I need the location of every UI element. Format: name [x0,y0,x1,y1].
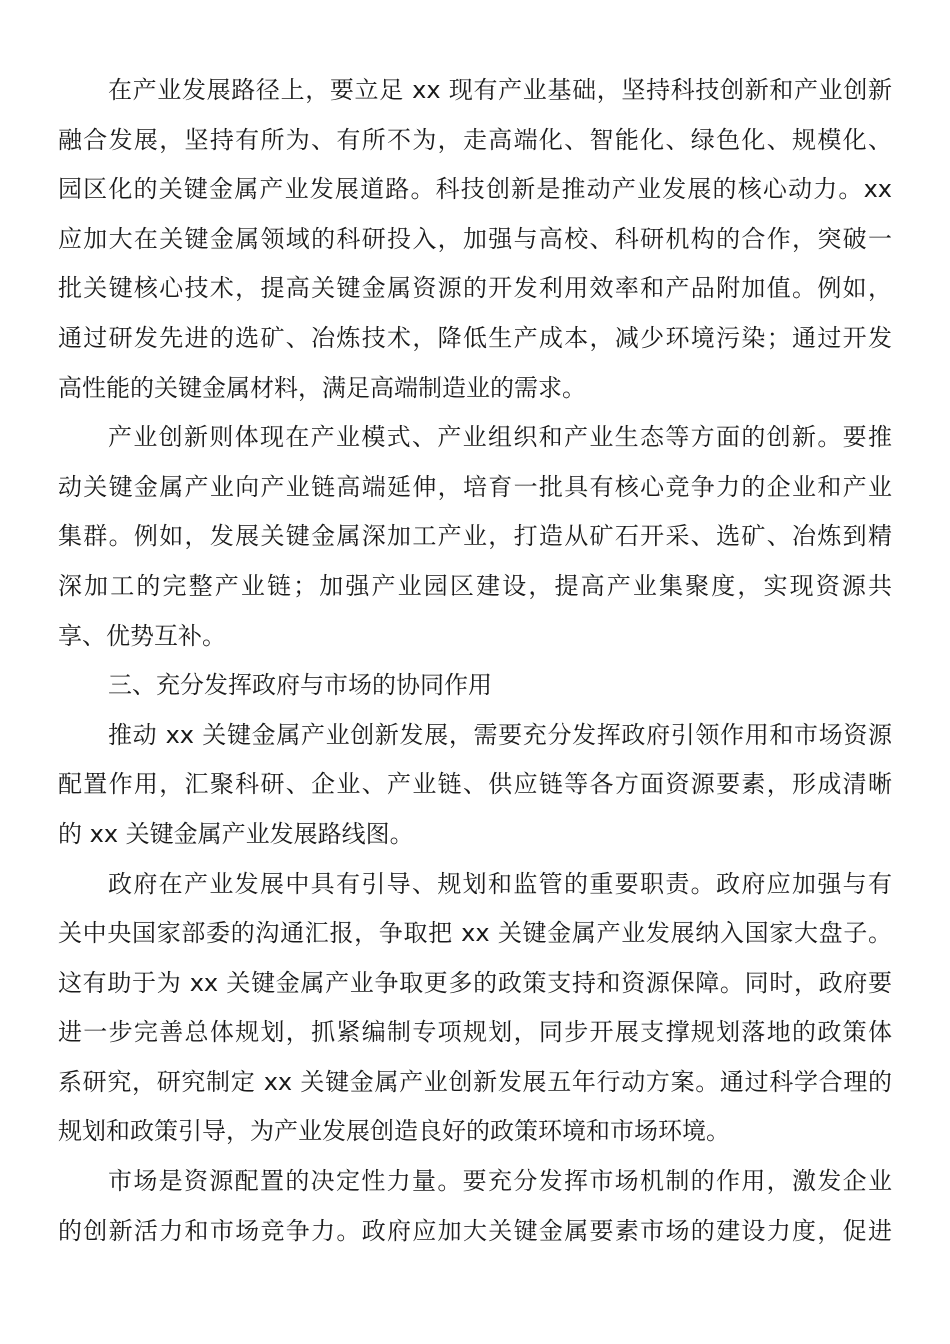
document-page [58,66,892,1256]
text-line: 政府在产业发展中具有引导、规划和监管的重要职责。政府应加强与有 [108,869,892,898]
text-line: 批关键核心技术，提高关键金属资源的开发利用效率和产品附加值。例如， [58,274,892,303]
text-line: 融合发展，坚持有所为、有所不为，走高端化、智能化、绿色化、规模化、 [58,125,892,154]
text-line: 产业创新则体现在产业模式、产业组织和产业生态等方面的创新。要推 [108,423,892,452]
text-line: 关中央国家部委的沟通汇报，争取把 xx 关键金属产业发展纳入国家大盘子。 [58,919,892,948]
text-line: 的创新活力和市场竞争力。政府应加大关键金属要素市场的建设力度，促进 [58,1216,892,1245]
text-line: 这有助于为 xx 关键金属产业争取更多的政策支持和资源保障。同时，政府要 [58,968,892,997]
text-line: 园区化的关键金属产业发展道路。科技创新是推动产业发展的核心动力。xx [58,175,892,204]
text-line: 配置作用，汇聚科研、企业、产业链、供应链等各方面资源要素，形成清晰 [58,770,892,799]
text-line: 应加大在关键金属领域的科研投入，加强与高校、科研机构的合作，突破一 [58,224,892,253]
text-line: 通过研发先进的选矿、冶炼技术，降低生产成本，减少环境污染；通过开发 [58,323,892,352]
section-heading: 三、充分发挥政府与市场的协同作用 [108,671,492,700]
text-line: 集群。例如，发展关键金属深加工产业，打造从矿石开采、选矿、冶炼到精 [58,522,892,551]
text-line: 的 xx 关键金属产业发展路线图。 [58,819,414,848]
text-line: 深加工的完整产业链；加强产业园区建设，提高产业集聚度，实现资源共 [58,571,892,600]
text-line: 进一步完善总体规划，抓紧编制专项规划，同步开展支撑规划落地的政策体 [58,1018,892,1047]
text-line: 市场是资源配置的决定性力量。要充分发挥市场机制的作用，激发企业 [108,1167,892,1196]
text-line: 高性能的关键金属材料，满足高端制造业的需求。 [58,373,586,402]
text-line: 动关键金属产业向产业链高端延伸，培育一批具有核心竞争力的企业和产业 [58,472,892,501]
text-line: 在产业发展路径上，要立足 xx 现有产业基础，坚持科技创新和产业创新 [108,76,892,104]
text-line: 规划和政策引导，为产业发展创造良好的政策环境和市场环境。 [58,1117,730,1146]
text-line: 推动 xx 关键金属产业创新发展，需要充分发挥政府引领作用和市场资源 [108,720,892,749]
text-line: 享、优势互补。 [58,621,226,650]
text-line: 系研究，研究制定 xx 关键金属产业创新发展五年行动方案。通过科学合理的 [58,1067,892,1096]
